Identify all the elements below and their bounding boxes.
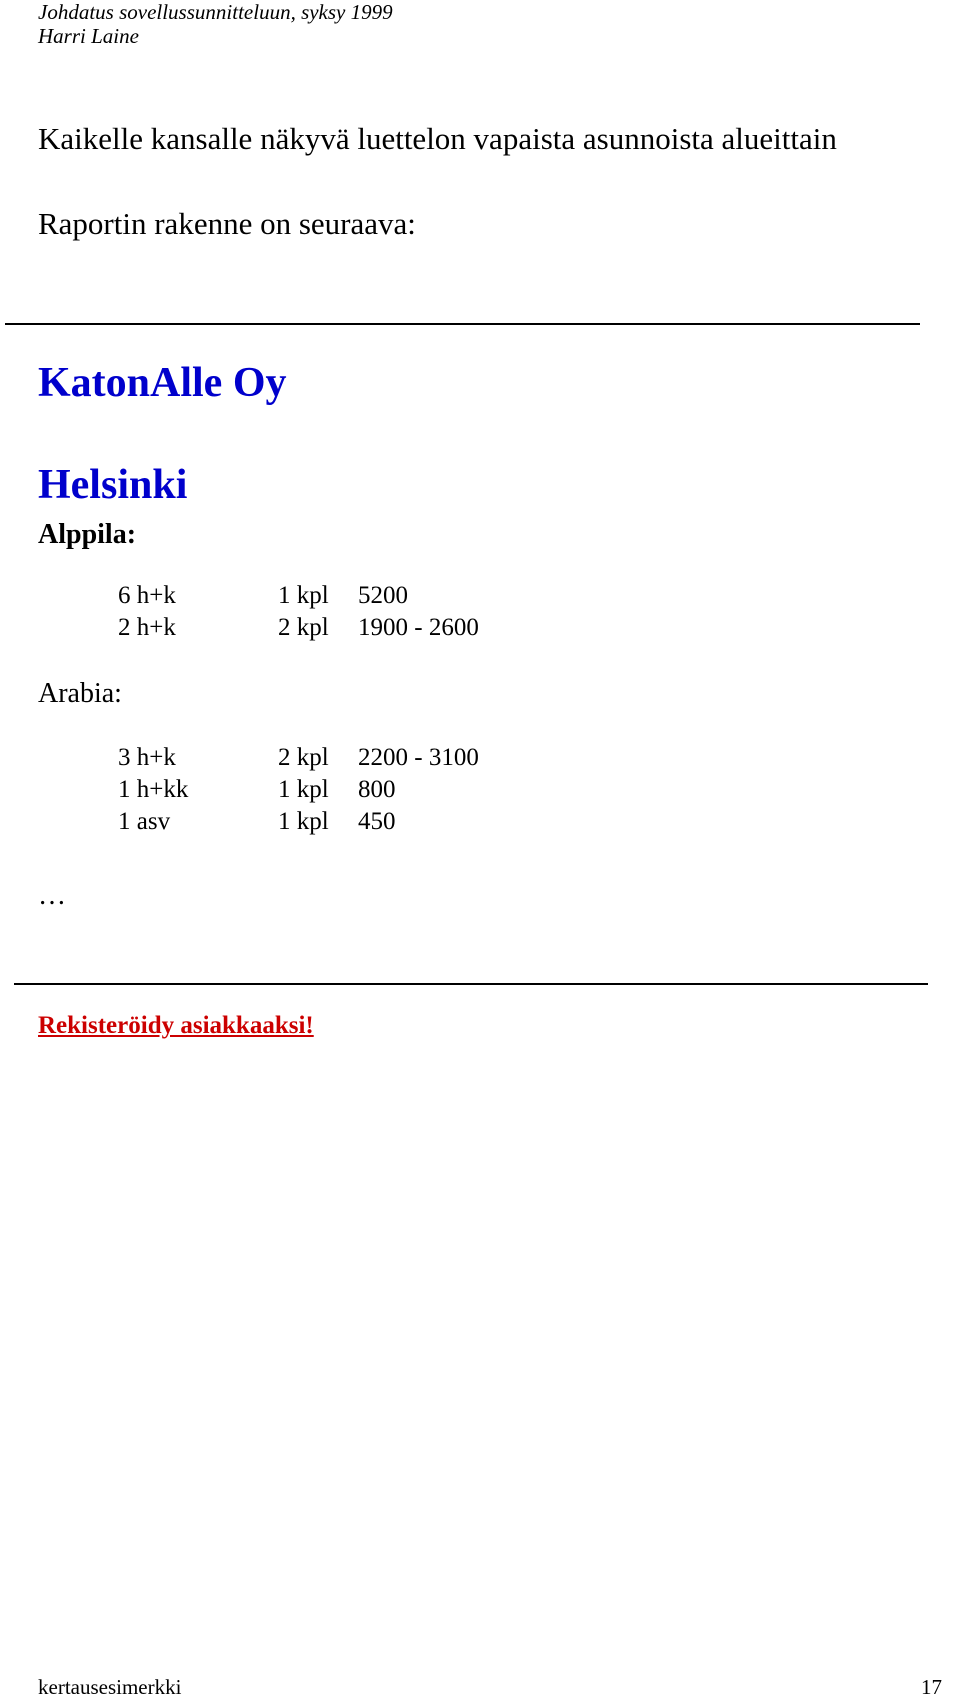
area-heading-arabia: Arabia: [38, 678, 122, 709]
area-heading-alppila: Alppila: [38, 519, 137, 550]
apartment-price: 1900 - 2600 [358, 614, 479, 641]
report-subheading: Raportin rakenne on seuraava: [38, 206, 416, 241]
apartment-count: 2 kpl [278, 614, 329, 641]
more-areas-ellipsis: … [38, 880, 66, 911]
apartment-price: 5200 [358, 582, 408, 609]
apartment-type: 3 h+k [118, 744, 176, 771]
apartment-type: 1 h+kk [118, 776, 189, 803]
apartment-type: 6 h+k [118, 582, 176, 609]
apartment-price: 2200 - 3100 [358, 744, 479, 771]
page-number: 17 [921, 1675, 942, 1699]
apartment-count: 1 kpl [278, 776, 329, 803]
apartment-count: 2 kpl [278, 744, 329, 771]
author-name: Harri Laine [38, 24, 139, 48]
apartment-type: 1 asv [118, 808, 171, 835]
footer-label: kertausesimerkki [38, 1675, 182, 1699]
apartment-price: 800 [358, 776, 396, 803]
apartment-type: 2 h+k [118, 614, 176, 641]
apartment-count: 1 kpl [278, 808, 329, 835]
city-heading: Helsinki [38, 462, 188, 508]
company-name: KatonAlle Oy [38, 360, 287, 406]
apartment-count: 1 kpl [278, 582, 329, 609]
report-heading: Kaikelle kansalle näkyvä luettelon vapaista asunnoista alueittain [38, 121, 837, 156]
apartment-price: 450 [358, 808, 396, 835]
register-link[interactable]: Rekisteröidy asiakkaaksi! [38, 1012, 314, 1039]
bottom-divider [14, 983, 928, 985]
course-title: Johdatus sovellussunnitteluun, syksy 1999 [38, 0, 393, 24]
top-divider [5, 323, 920, 325]
